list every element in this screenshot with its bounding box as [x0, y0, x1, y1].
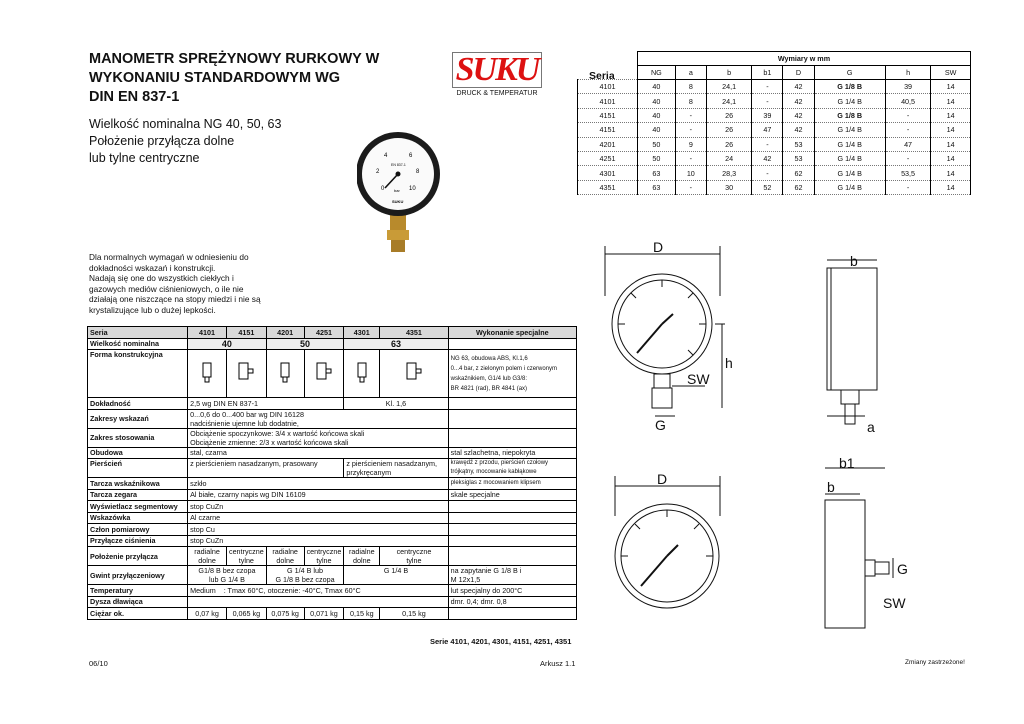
value-line: tylne [238, 556, 254, 565]
value-line: radialne [194, 547, 220, 556]
row-wskazowka [88, 512, 577, 524]
dims-cell: 52 [752, 180, 783, 194]
row-temperatury [88, 585, 577, 597]
empty-cell [188, 596, 449, 608]
empty-cell [448, 535, 576, 547]
dims-row [578, 94, 971, 108]
gauge-tick-4: 4 [384, 153, 388, 159]
spec-table [87, 326, 577, 620]
dims-cell: - [752, 94, 783, 108]
tick [631, 293, 636, 298]
dims-cell: 62 [783, 180, 814, 194]
special-line: krawędź z przodu, pierścień czołowy [450, 460, 549, 466]
dims-cell: 39 [752, 108, 783, 122]
dims-cell: 14 [931, 94, 971, 108]
dims-cell: 63 [638, 166, 676, 180]
dims-cell: 4201 [578, 137, 638, 151]
obudowa-special: stal szlachetna, niepokryta [448, 447, 576, 459]
dims-cell: 4101 [578, 94, 638, 108]
polozenie-cell [266, 547, 304, 566]
side-case [827, 268, 877, 390]
dims-cell: 40,5 [885, 94, 930, 108]
title-line-1: MANOMETR SPRĘŻYNOWY RURKOWY W [89, 51, 380, 67]
dims-cell: 14 [931, 151, 971, 165]
spec-series: 4101 [188, 327, 227, 339]
spec-header-row [88, 327, 577, 339]
dims-cell: 24 [706, 151, 751, 165]
dims-cell: 14 [931, 180, 971, 194]
page-title [89, 50, 389, 107]
dims-body [578, 80, 971, 195]
forma-special [448, 350, 576, 398]
back-needle [641, 556, 667, 586]
gauge-thread [391, 240, 405, 252]
dims-cell: - [675, 108, 706, 122]
row-label: Wyświetlacz segmentowy [88, 501, 188, 513]
row-przylacze [88, 535, 577, 547]
value-line: tylne [316, 556, 332, 565]
dims-cell: 4301 [578, 166, 638, 180]
dims-cell: 14 [931, 123, 971, 137]
gwint-special [448, 566, 576, 585]
ciezar-value: 0,07 kg [188, 608, 227, 620]
dims-cell: 40 [638, 80, 676, 94]
row-dokladnosc [88, 398, 577, 410]
zastosowania-value [188, 428, 449, 447]
tarcza-wsk-value: szkło [188, 478, 449, 490]
label-G: G [655, 417, 666, 433]
special-line: BR 4821 (rad), BR 4841 (ax) [450, 385, 528, 392]
forma-back-icon [226, 350, 266, 398]
tick [694, 524, 699, 529]
value-line: z pierścieniem nasadzanym, [346, 459, 438, 468]
row-tarcza-zeg [88, 489, 577, 501]
value-line: przykręcanym [346, 468, 392, 477]
gauge-photo [357, 130, 447, 255]
front-needle [637, 324, 662, 353]
value-line: dolne [352, 556, 371, 565]
dims-cell: 42 [783, 80, 814, 94]
label-SW2: SW [883, 595, 906, 611]
row-label: Zakres stosowania [88, 428, 188, 447]
row-label: Tarcza wskaźnikowa [88, 478, 188, 490]
zakresy-value [188, 409, 449, 428]
row-label: Człon pomiarowy [88, 524, 188, 536]
special-line: NG 63, obudowa ABS, Kl.1,6 [450, 355, 528, 362]
dims-header: b1 [752, 66, 783, 80]
value-line: G 1/4 B lub [287, 566, 324, 575]
special-line: trójkątny, mocowanie kabłąkowe [450, 469, 537, 475]
front-socket [654, 374, 670, 388]
row-pierscien [88, 459, 577, 478]
subtitle-line-3: lub tylne centryczne [89, 151, 200, 165]
subtitle-line-2: Położenie przyłącza dolne [89, 134, 235, 148]
row-czlon [88, 524, 577, 536]
gauge-brand: SUKU [392, 199, 404, 204]
dims-cell: 4151 [578, 108, 638, 122]
dims-row [578, 80, 971, 94]
spec-series: 4301 [344, 327, 380, 339]
label-h: h [725, 355, 733, 371]
gauge-tick-2: 2 [376, 169, 380, 175]
spec-series: 4251 [304, 327, 344, 339]
polozenie-cell [226, 547, 266, 566]
dims-cell: 4151 [578, 123, 638, 137]
row-label: Tarcza zegara [88, 489, 188, 501]
row-forma [88, 350, 577, 398]
tarcza-zeg-special: skale specjalne [448, 489, 576, 501]
pierscien-special [448, 459, 576, 478]
dims-cell: 50 [638, 151, 676, 165]
value-line: dolne [198, 556, 216, 565]
value-line: Obciążenie spoczynkowe: 3/4 x wartość końcowa skali [190, 428, 365, 438]
series-footer: Serie 4101, 4201, 4301, 4151, 4251, 4351 [430, 637, 572, 646]
dims-row [578, 108, 971, 122]
spec-special-header: Wykonanie specjalne [448, 327, 576, 339]
dims-cell: 24,1 [706, 94, 751, 108]
value-line: centryczne [228, 547, 264, 556]
special-line: M 12x1,5 [450, 575, 481, 584]
row-label: Obudowa [88, 447, 188, 459]
dims-header: b [706, 66, 751, 80]
value-line: Obciążenie zmienne: 2/3 x wartość końcowa skali [190, 437, 349, 447]
forma-back-icon [304, 350, 344, 398]
dims-cell: - [752, 80, 783, 94]
back-side-case [825, 500, 865, 628]
dims-cell: 28,3 [706, 166, 751, 180]
dims-cell: - [675, 180, 706, 194]
dims-cell: 53,5 [885, 166, 930, 180]
note-line: dokładności wskazań i konstrukcji. [89, 262, 216, 273]
label-SW: SW [687, 371, 710, 387]
note-line: Nadają się one do wszystkich ciekłych i [89, 273, 234, 284]
dims-cell: 4101 [578, 80, 638, 94]
footer-disclaimer: Zmiany zastrzeżone! [905, 659, 965, 666]
label-b: b [850, 253, 858, 269]
note-line: krystalizujące lub o dużej lepkości. [89, 304, 216, 315]
label-D2: D [657, 471, 668, 487]
ciezar-value: 0,15 kg [380, 608, 448, 620]
label-G2: G [897, 561, 908, 577]
row-label: Położenie przyłącza [88, 547, 188, 566]
dims-cell: 53 [783, 151, 814, 165]
ciezar-value: 0,15 kg [344, 608, 380, 620]
value-line: nadciśnienie ujemne lub dodatnie, [190, 418, 299, 428]
special-line: 0...4 bar, z zielonym polem i czerwonym [450, 365, 558, 372]
obudowa-value: stal, czarna [188, 447, 449, 459]
gauge-tick-10: 10 [409, 186, 416, 192]
side-thread [845, 404, 855, 424]
tarcza-zeg-value: Al białe, czarny napis wg DIN 16109 [188, 489, 449, 501]
row-label: Forma konstrukcyjna [88, 350, 188, 398]
dims-header: NG [638, 66, 676, 80]
row-label: Ciężar ok. [88, 608, 188, 620]
tick [688, 350, 693, 355]
ciezar-value: 0,065 kg [226, 608, 266, 620]
spec-series: 4151 [226, 327, 266, 339]
row-label: Dokładność [88, 398, 188, 410]
dims-cell: - [675, 123, 706, 137]
dims-cell: 47 [885, 137, 930, 151]
dims-cell: 40 [638, 108, 676, 122]
title-line-2: WYKONANIU STANDARDOWYM WG [89, 70, 341, 86]
ciezar-value: 0,075 kg [266, 608, 304, 620]
dims-cell: - [885, 108, 930, 122]
row-obudowa [88, 447, 577, 459]
front-hex [652, 388, 672, 408]
label-b2: b [827, 479, 835, 495]
logo-tagline: DRUCK & TEMPERATUR [456, 90, 538, 97]
forma-radial-icon [266, 350, 304, 398]
gauge-stem [390, 214, 406, 232]
dokladnosc-a: 2,5 wg DIN EN 837-1 [188, 398, 344, 410]
logo-brand: SUKU [455, 51, 539, 88]
dims-cell: G 1/4 B [814, 151, 885, 165]
dims-cell: 42 [783, 108, 814, 122]
dims-header: h [885, 66, 930, 80]
dims-cell: - [752, 137, 783, 151]
dimensions-table [577, 51, 971, 195]
row-zakresy [88, 409, 577, 428]
dims-header: D [783, 66, 814, 80]
spec-series: 4201 [266, 327, 304, 339]
gwint-a [188, 566, 267, 585]
temperatury-value: Medium : Tmax 60°C, otoczenie: -40°C, Tmax 60°C [188, 585, 449, 597]
back-side-thread [875, 562, 889, 574]
logo-box [452, 52, 542, 88]
gauge-tick-0: 0 [381, 186, 385, 192]
value-line: centryczne [396, 547, 432, 556]
przylacze-value: stop CuZn [188, 535, 449, 547]
label-a: a [867, 419, 875, 435]
dims-header-seria: Seria [589, 70, 615, 82]
gauge-hex [387, 230, 409, 240]
footer-date: 06/10 [89, 659, 108, 668]
row-label: Zakresy wskazań [88, 409, 188, 428]
footer-sheet: Arkusz 1.1 [540, 659, 576, 668]
dims-cell: 30 [706, 180, 751, 194]
dims-cell: G 1/4 B [814, 180, 885, 194]
empty-cell [448, 608, 576, 620]
dims-row [578, 166, 971, 180]
pierscien-b [344, 459, 448, 478]
back-side-socket [865, 560, 875, 576]
tick [688, 293, 693, 298]
special-line: na zapytanie G 1/8 B i [450, 566, 522, 575]
gauge-pivot [396, 172, 401, 177]
dims-cell: 62 [783, 166, 814, 180]
value-line: radialne [349, 547, 375, 556]
back-needle-tail [667, 545, 678, 556]
dims-cell: 8 [675, 80, 706, 94]
dims-cell: 40 [638, 123, 676, 137]
row-ciezar [88, 608, 577, 620]
ng-50: 50 [266, 338, 344, 350]
value-line: G 1/8 B bez czopa [275, 575, 335, 584]
dims-cell: 26 [706, 123, 751, 137]
empty-cell [448, 398, 576, 410]
polozenie-cell [380, 547, 448, 566]
note-line: gazowych mediów ciśnieniowych, o ile nie [89, 283, 244, 294]
gauge-unit: bar [394, 188, 400, 193]
front-needle-tail [662, 314, 673, 324]
dims-cell: G 1/4 B [814, 94, 885, 108]
note-line: Dla normalnych wymagań w odniesieniu do [89, 252, 249, 262]
row-label: Wielkość nominalna [88, 338, 188, 350]
dims-group-label: Wymiary w mm [638, 52, 971, 66]
empty-cell [448, 338, 576, 350]
forma-radial-icon [344, 350, 380, 398]
value-line: G1/8 B bez czopa [198, 566, 256, 575]
ciezar-value: 0,071 kg [304, 608, 344, 620]
row-label: Przyłącze ciśnienia [88, 535, 188, 547]
dims-header: G [814, 66, 885, 80]
row-label: Wskazówka [88, 512, 188, 524]
ng-40: 40 [188, 338, 267, 350]
spec-series: 4351 [380, 327, 448, 339]
row-tarcza-wsk [88, 478, 577, 490]
polozenie-cell [188, 547, 227, 566]
dims-cell: 26 [706, 137, 751, 151]
polozenie-cell [344, 547, 380, 566]
row-wyswietlacz [88, 501, 577, 513]
side-socket [841, 390, 859, 404]
dims-header: a [675, 66, 706, 80]
title-line-3: DIN EN 837-1 [89, 89, 180, 105]
ng-63: 63 [344, 338, 448, 350]
dims-cell: 42 [752, 151, 783, 165]
czlon-value: stop Cu [188, 524, 449, 536]
tick [635, 524, 640, 529]
dokladnosc-b: Kl. 1,6 [344, 398, 448, 410]
dysza-special: dmr. 0,4; dmr. 0,8 [448, 596, 576, 608]
dims-cell: 14 [931, 108, 971, 122]
forma-radial-icon [188, 350, 227, 398]
row-dysza [88, 596, 577, 608]
wskazowka-value: Al czarne [188, 512, 449, 524]
row-label: Pierścień [88, 459, 188, 478]
dims-cell: 42 [783, 123, 814, 137]
description-note [89, 252, 274, 316]
dims-header: SW [931, 66, 971, 80]
dims-cell: 42 [783, 94, 814, 108]
value-line: lub G 1/4 B [208, 575, 245, 584]
dims-row [578, 137, 971, 151]
dims-cell: 4251 [578, 151, 638, 165]
dims-cell: 8 [675, 94, 706, 108]
value-line: tylne [406, 556, 422, 565]
dims-row [578, 151, 971, 165]
dims-cell: 14 [931, 137, 971, 151]
dims-row [578, 180, 971, 194]
row-label: Temperatury [88, 585, 188, 597]
value-line: 0...0,6 do 0...400 bar wg DIN 16128 [190, 409, 305, 419]
dims-cell: 63 [638, 180, 676, 194]
polozenie-cell [304, 547, 344, 566]
dims-cell: - [752, 166, 783, 180]
value-line: dolne [276, 556, 294, 565]
value-line: radialne [272, 547, 298, 556]
dims-cell: 14 [931, 80, 971, 94]
dims-cell: 39 [885, 80, 930, 94]
gwint-b [266, 566, 344, 585]
subtitle-line-1: Wielkość nominalna NG 40, 50, 63 [89, 117, 282, 131]
special-line: wskaźnikiem, G1/4 lub G3/8: [450, 375, 528, 382]
spec-header-label: Seria [88, 327, 188, 339]
dims-cell: 10 [675, 166, 706, 180]
dims-row [578, 123, 971, 137]
value-line: centryczne [306, 547, 342, 556]
empty-cell [448, 512, 576, 524]
forma-back-icon [380, 350, 448, 398]
dims-cell: G 1/4 B [814, 166, 885, 180]
row-label: Gwint przyłączeniowy [88, 566, 188, 585]
dims-cell: G 1/8 B [814, 108, 885, 122]
dims-cell: - [885, 151, 930, 165]
dims-cell: 50 [638, 137, 676, 151]
tarcza-wsk-special: pleksiglas z mocowaniem klipsem [448, 478, 576, 490]
suku-logo [452, 52, 542, 98]
dims-cell: 47 [752, 123, 783, 137]
empty-cell [448, 524, 576, 536]
gauge-tick-8: 8 [416, 169, 420, 175]
dims-cell: 40 [638, 94, 676, 108]
row-label: Dysza dławiąca [88, 596, 188, 608]
row-polozenie [88, 547, 577, 566]
subtitle [89, 116, 281, 167]
row-zastosowania [88, 428, 577, 447]
dims-cell: G 1/4 B [814, 137, 885, 151]
wysw-value: stop CuZn [188, 501, 449, 513]
label-D: D [653, 239, 664, 255]
dims-cell: 4351 [578, 180, 638, 194]
temperatury-special: lut specjalny do 200°C [448, 585, 576, 597]
empty-cell [448, 501, 576, 513]
empty-cell [448, 409, 576, 428]
dims-cell: 9 [675, 137, 706, 151]
empty-cell [448, 547, 576, 566]
technical-drawings [595, 236, 985, 636]
gauge-tick-6: 6 [409, 153, 413, 159]
dims-cell: - [885, 123, 930, 137]
row-gwint [88, 566, 577, 585]
row-ng [88, 338, 577, 350]
gwint-c: G 1/4 B [344, 566, 448, 585]
label-b1: b1 [839, 455, 855, 471]
pierscien-a: z pierścieniem nasadzanym, prasowany [188, 459, 344, 478]
dims-cell: 26 [706, 108, 751, 122]
dims-cell: G 1/4 B [814, 123, 885, 137]
note-line: działają one niszczące na stopy miedzi i nie są [89, 294, 261, 305]
gauge-class-label: EN 837-1 [391, 163, 406, 167]
dims-cell: 53 [783, 137, 814, 151]
dims-cell: - [885, 180, 930, 194]
empty-cell [448, 428, 576, 447]
dims-cell: - [675, 151, 706, 165]
dims-cell: G 1/8 B [814, 80, 885, 94]
dims-cell: 14 [931, 166, 971, 180]
dims-cell: 24,1 [706, 80, 751, 94]
